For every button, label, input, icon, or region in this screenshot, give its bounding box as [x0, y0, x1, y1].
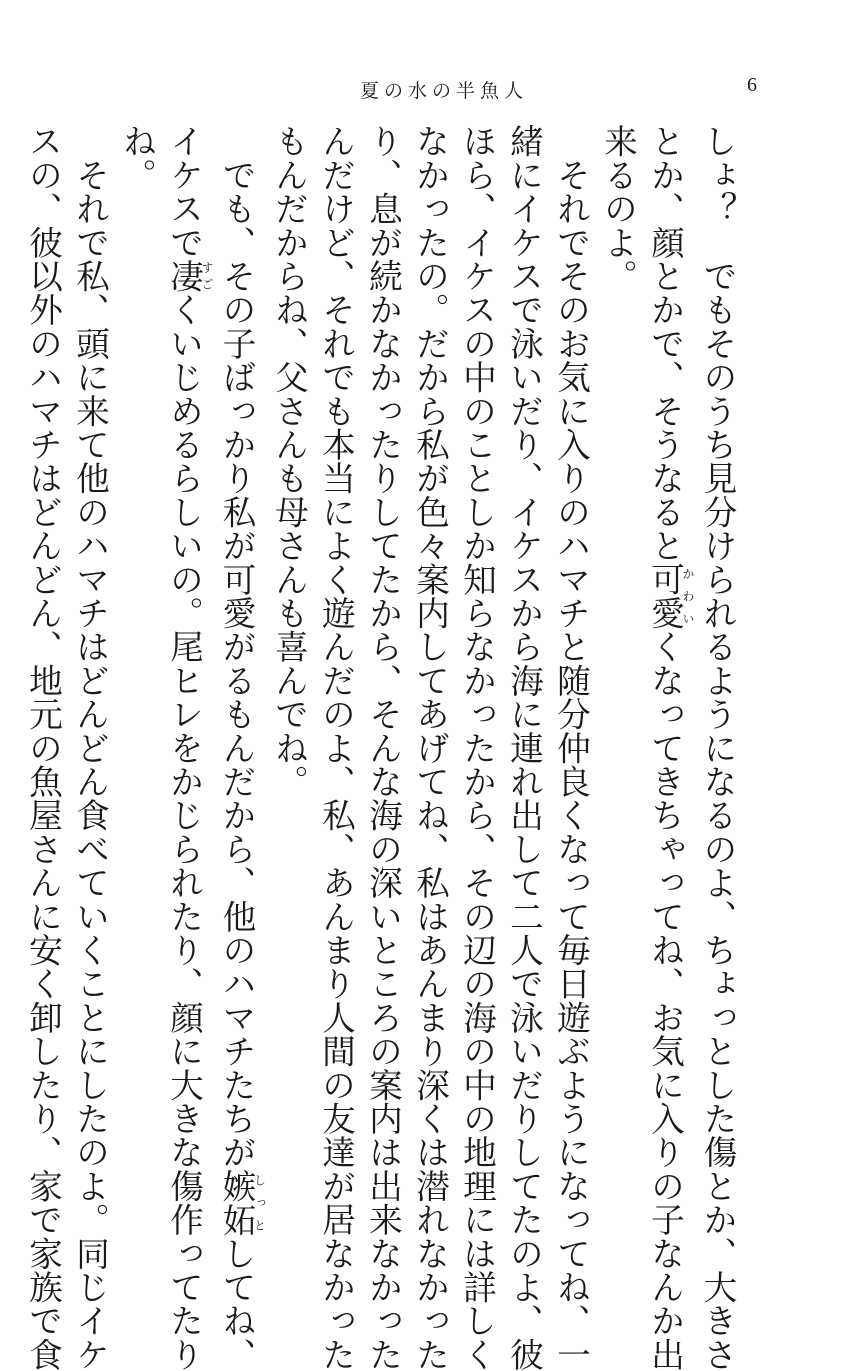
- text-line: スの、彼以外のハマチはどんどん、地元の魚屋さんに安く卸したり、家で家族で食: [23, 124, 63, 1371]
- text-line: イケスで凄すごくいじめるらしいの。尾ヒレをかじられたり、顔に大きな傷作ってたり: [164, 124, 214, 1371]
- page-number: 6: [747, 74, 757, 96]
- text-line: なかったの。だから私が色々案内してあげてね、私はあんまり深くは潜れなかった: [410, 124, 450, 1371]
- text-line: ね。: [117, 124, 157, 192]
- ruby-sugo: 凄すご: [164, 258, 214, 293]
- ruby-kawai: 可愛かわい: [645, 562, 695, 630]
- text-line: でも、その子ばっかり私が可愛がるもんだから、他のハマチたちが嫉妬しっとしてね、: [217, 124, 267, 1371]
- text-line: それでそのお気に入りのハマチと随分仲良くなって毎日遊ぶようになってね、一: [551, 124, 591, 1371]
- text-line: んだけど、それでも本当によく遊んだのよ、私、あんまり人間の友達が居なかった: [316, 124, 356, 1371]
- text-line: もんだからね、父さんも母さんも喜んでね。: [269, 124, 309, 798]
- text-line: しょ？ でもそのうち見分けられるようになるのよ、ちょっとした傷とか、大きさ: [698, 124, 737, 1371]
- text-line: ほら、イケスの中のことしか知らなかったから、その辺の海の中の地理には詳しく: [457, 124, 497, 1371]
- text-line: それで私、頭に来て他のハマチはどんどん食べていくことにしたのよ。同じイケ: [70, 124, 110, 1371]
- running-head: 夏の水の半魚人: [360, 80, 529, 102]
- text-line: 来るのよ。: [598, 124, 638, 293]
- body-text: [20, 124, 742, 1371]
- ruby-shitto: 嫉妬しっと: [217, 1168, 267, 1237]
- text-line: り、息が続かなかったりしてたから、そんな海の深いところの案内は出来なかった: [363, 124, 403, 1371]
- text-line: 緒にイケスで泳いだり、イケスから海に連れ出して二人で泳いだりしてたのよ、彼: [504, 124, 544, 1371]
- text-line: とか、顔とかで、そうなると可愛かわいくなってきちゃってね、お気に入りの子なんか出: [645, 124, 695, 1371]
